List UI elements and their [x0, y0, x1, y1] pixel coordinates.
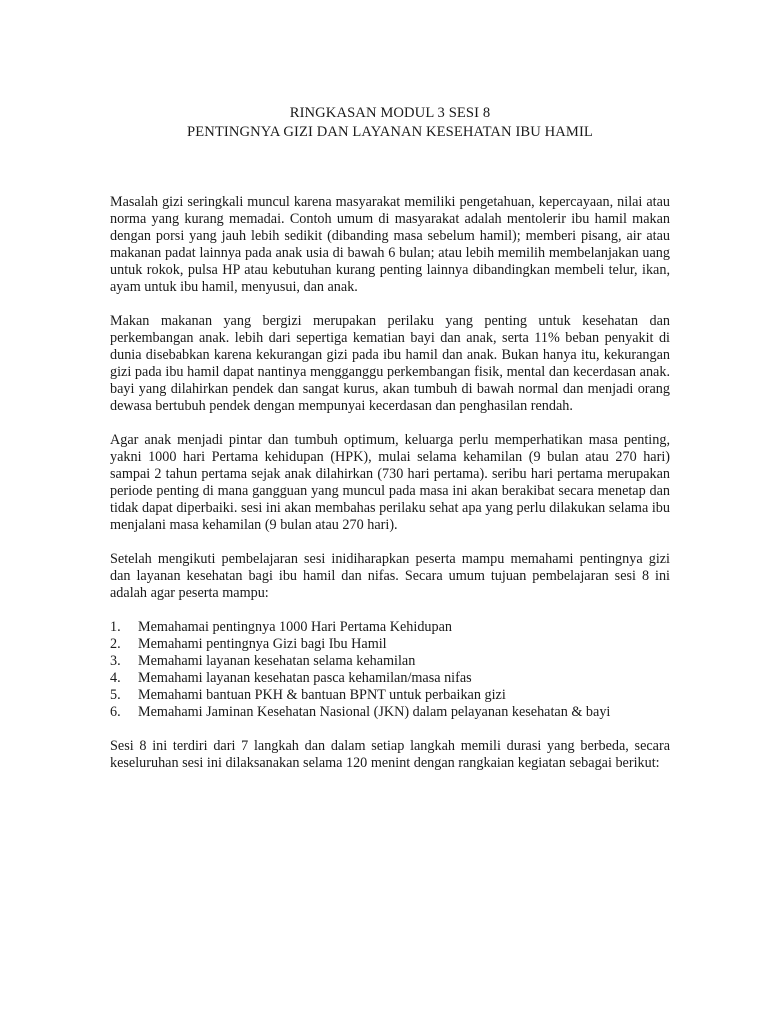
document-header: [110, 104, 670, 142]
paragraph-4: Setelah mengikuti pembelajaran sesi inidiharapkan peserta mampu memahami pentingnya gizi dan layanan kesehatan bagi ibu hamil dan nifas. Secara umum tujuan pembelajaran sesi 8 ini adalah agar peserta mampu:: [110, 551, 670, 601]
list-item-text: Memahami layanan kesehatan pasca kehamilan/masa nifas: [138, 670, 472, 686]
list-item-text: Memahami pentingnya Gizi bagi Ibu Hamil: [138, 636, 387, 652]
list-item-number: 5.: [110, 687, 121, 703]
list-item-number: 4.: [110, 670, 121, 686]
list-item-number: 6.: [110, 704, 121, 720]
list-item-number: 1.: [110, 619, 121, 635]
document-subtitle: PENTINGNYA GIZI DAN LAYANAN KESEHATAN IBU HAMIL: [187, 124, 593, 140]
list-item: [110, 704, 670, 721]
paragraph-2: Makan makanan yang bergizi merupakan perilaku yang penting untuk kesehatan dan perkembangan anak. lebih dari sepertiga kematian bayi dan anak, serta 11% beban penyakit di dunia disebabkan karena kekurangan gizi pada ibu hamil dan anak. Bukan hanya itu, kekurangan gizi pada ibu hamil dapat nantinya mengganggu perkembangan fisik, mental dan kecerdasan anak. bayi yang dilahirkan pendek dan sangat kurus, akan tumbuh di bawah normal dan menjadi orang dewasa bertubuh pendek dengan mempunyai kecerdasan dan penghasilan rendah.: [110, 313, 670, 414]
closing-paragraph: Sesi 8 ini terdiri dari 7 langkah dan dalam setiap langkah memili durasi yang berbeda, secara keseluruhan sesi ini dilaksanakan selama 120 menint dengan rangkaian kegiatan sebagai berikut:: [110, 738, 670, 771]
paragraph-1: Masalah gizi seringkali muncul karena masyarakat memiliki pengetahuan, kepercayaan, nilai atau norma yang kurang memadai. Contoh umum di masyarakat adalah mentolerir ibu hamil makan dengan porsi yang jauh lebih sedikit (dibanding masa sebelum hamil); memberi pisang, air atau makanan padat lainnya pada anak usia di bawah 6 bulan; atau lebih memilih membelanjakan uang untuk rokok, pulsa HP atau kebutuhan kurang penting lainnya dibandingkan membeli telur, ikan, ayam untuk ibu hamil, menyusui, dan anak.: [110, 194, 670, 295]
list-item-number: 2.: [110, 636, 121, 652]
document-page: [110, 104, 670, 789]
list-item-text: Memahami Jaminan Kesehatan Nasional (JKN) dalam pelayanan kesehatan & bayi: [138, 704, 611, 720]
list-item: [110, 670, 670, 687]
list-item-text: Memahami layanan kesehatan selama kehamilan: [138, 653, 416, 669]
list-item: [110, 653, 670, 670]
document-title: RINGKASAN MODUL 3 SESI 8: [289, 105, 491, 121]
paragraph-3: Agar anak menjadi pintar dan tumbuh optimum, keluarga perlu memperhatikan masa penting, yakni 1000 hari Pertama kehidupan (HPK), mulai selama kehamilan (9 bulan atau 270 hari) sampai 2 tahun pertama sejak anak dilahirkan (730 hari pertama). seribu hari pertama merupakan periode penting di mana gangguan yang muncul pada masa ini akan berakibat secara menetap dan tidak dapat diperbaiki. sesi ini akan membahas perilaku sehat apa yang perlu dilakukan selama ibu menjalani masa kehamilan (9 bulan atau 270 hari).: [110, 432, 670, 533]
list-item-number: 3.: [110, 653, 121, 669]
list-item-text: Memahami bantuan PKH & bantuan BPNT untuk perbaikan gizi: [138, 687, 506, 703]
list-item: [110, 636, 670, 653]
objectives-list: [110, 619, 670, 721]
list-item-text: Memahamai pentingnya 1000 Hari Pertama Kehidupan: [138, 619, 453, 635]
list-item: [110, 687, 670, 704]
list-item: [110, 619, 670, 636]
